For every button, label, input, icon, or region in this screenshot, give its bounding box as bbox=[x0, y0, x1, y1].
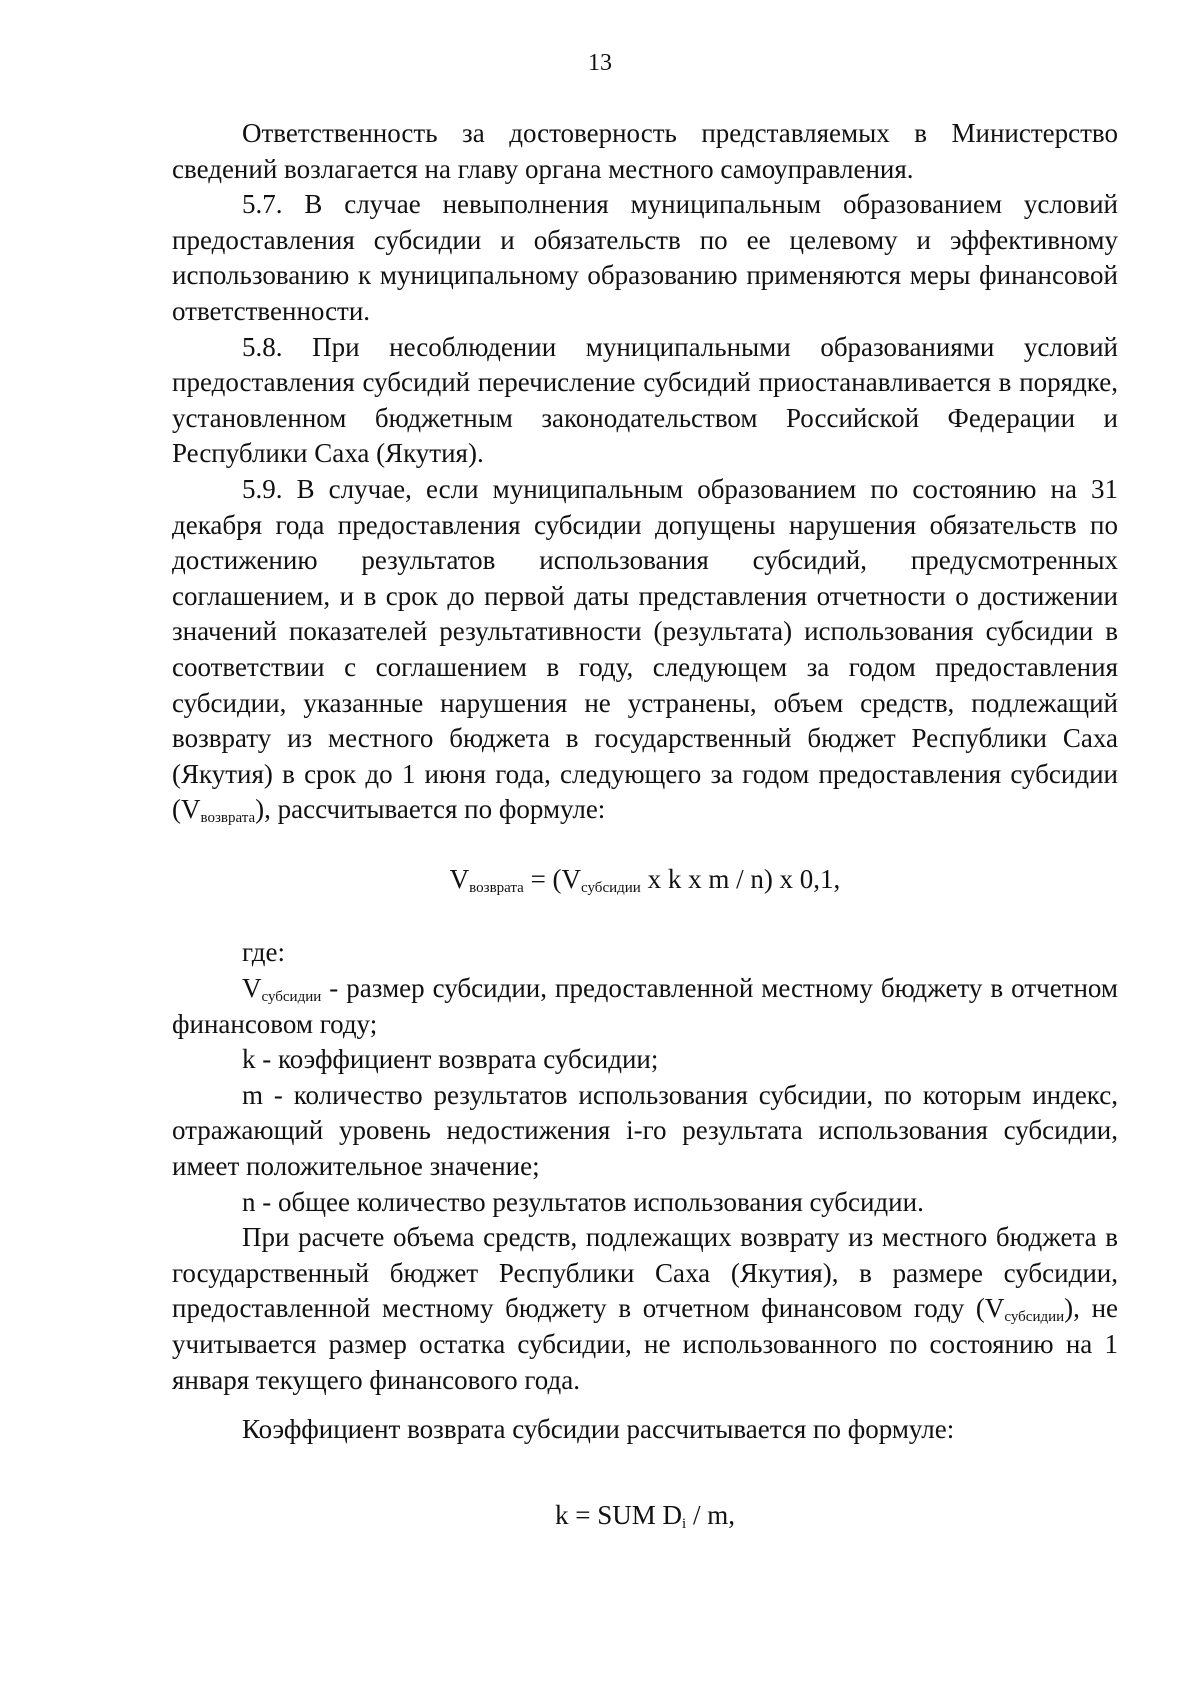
subscript-subsidii: субсидии bbox=[261, 989, 322, 1006]
formula-return-volume bbox=[172, 862, 1118, 898]
symbol-v: V bbox=[181, 794, 201, 825]
subscript-subsidii: субсидии bbox=[581, 879, 641, 896]
where-label: где: bbox=[242, 937, 285, 968]
paragraph-5-8: 5.8. При несоблюдении муниципальными образованиями условий предоставления субсидий перечисление субсидий приостанавливается в порядке, установленном бюджетным законодательством Российской Федерации и Республики Саха (Якутия). bbox=[172, 331, 1118, 469]
subscript-i: i bbox=[682, 1515, 687, 1532]
formula-k-lhs: k = SUM D bbox=[555, 1499, 683, 1530]
definition-k: k - коэффициент возврата субсидии; bbox=[242, 1044, 659, 1075]
definition-v-text: - размер субсидии, предоставленной местному бюджету в отчетном финансовом году; bbox=[172, 973, 1118, 1039]
page-number: 13 bbox=[588, 50, 612, 76]
subscript-vozvrata: возврата bbox=[469, 879, 524, 896]
formula-k-rhs: / m, bbox=[686, 1499, 735, 1530]
calculation-note-text: При расчете объема средств, подлежащих возврату из местного бюджета в государственный бюджет Республики Саха (Якутия), в размере субсидии, предоставленной местному бюджету в отчетном финансовом году ( bbox=[172, 1222, 1118, 1324]
paragraph-coefficient-intro: Коэффициент возврата субсидии рассчитывается по формуле: bbox=[242, 1414, 955, 1445]
definition-n: n - общее количество результатов использования субсидии. bbox=[242, 1186, 924, 1217]
formula-rest: x k x m / n) x 0,1, bbox=[640, 863, 841, 894]
definition-v-subsidii bbox=[172, 971, 1118, 1042]
paragraph-5-9-tail: ), рассчитывается по формуле: bbox=[255, 794, 606, 825]
formula-eq-open: = ( bbox=[523, 863, 562, 894]
symbol-v: V bbox=[561, 863, 582, 894]
definition-m: m - количество результатов использования субсидии, по которым индекс, отражающий уровень недостижения i-го результата использования субсидии, имеет положительное значение; bbox=[172, 1079, 1118, 1182]
calculation-note-tail: ), не учитывается размер остатка субсидии, не использованного по состоянию на 1 января текущего финансового года. bbox=[172, 1293, 1118, 1395]
symbol-v: V bbox=[242, 973, 262, 1004]
symbol-v: V bbox=[449, 863, 470, 894]
paragraph-5-7: 5.7. В случае невыполнения муниципальным образованием условий предоставления субсидии и обязательств по ее целевому и эффективному использованию к муниципальному образованию применяются меры финансовой ответственности. bbox=[172, 189, 1118, 326]
paragraph-5-9 bbox=[172, 472, 1118, 828]
formula-coefficient bbox=[172, 1498, 1118, 1534]
symbol-v: V bbox=[984, 1293, 1005, 1324]
paragraph-5-9-text: 5.9. В случае, если муниципальным образованием по состоянию на 31 декабря года предоставления субсидии допущены нарушения обязательств по достижению результатов использования субсидий, предусмотренных соглашением, и в срок до первой даты представления отчетности о достижении значений показателей результативности (результата) использования субсидии в соответствии с соглашением в году, следующем за годом предоставления субсидии, указанные нарушения не устранены, объем средств, подлежащий возврату из местного бюджета в государственный бюджет Республики Саха (Якутия) в срок до 1 июня года, следующего за годом предоставления субсидии ( bbox=[172, 473, 1118, 825]
subscript-subsidii: субсидии bbox=[1004, 1309, 1065, 1326]
document-body bbox=[172, 116, 1118, 1533]
paragraph-responsibility: Ответственность за достоверность представляемых в Министерство сведений возлагается на главу органа местного самоуправления. bbox=[172, 118, 1118, 184]
paragraph-calculation-note bbox=[172, 1220, 1118, 1398]
subscript-vozvrata: возврата bbox=[200, 810, 256, 827]
